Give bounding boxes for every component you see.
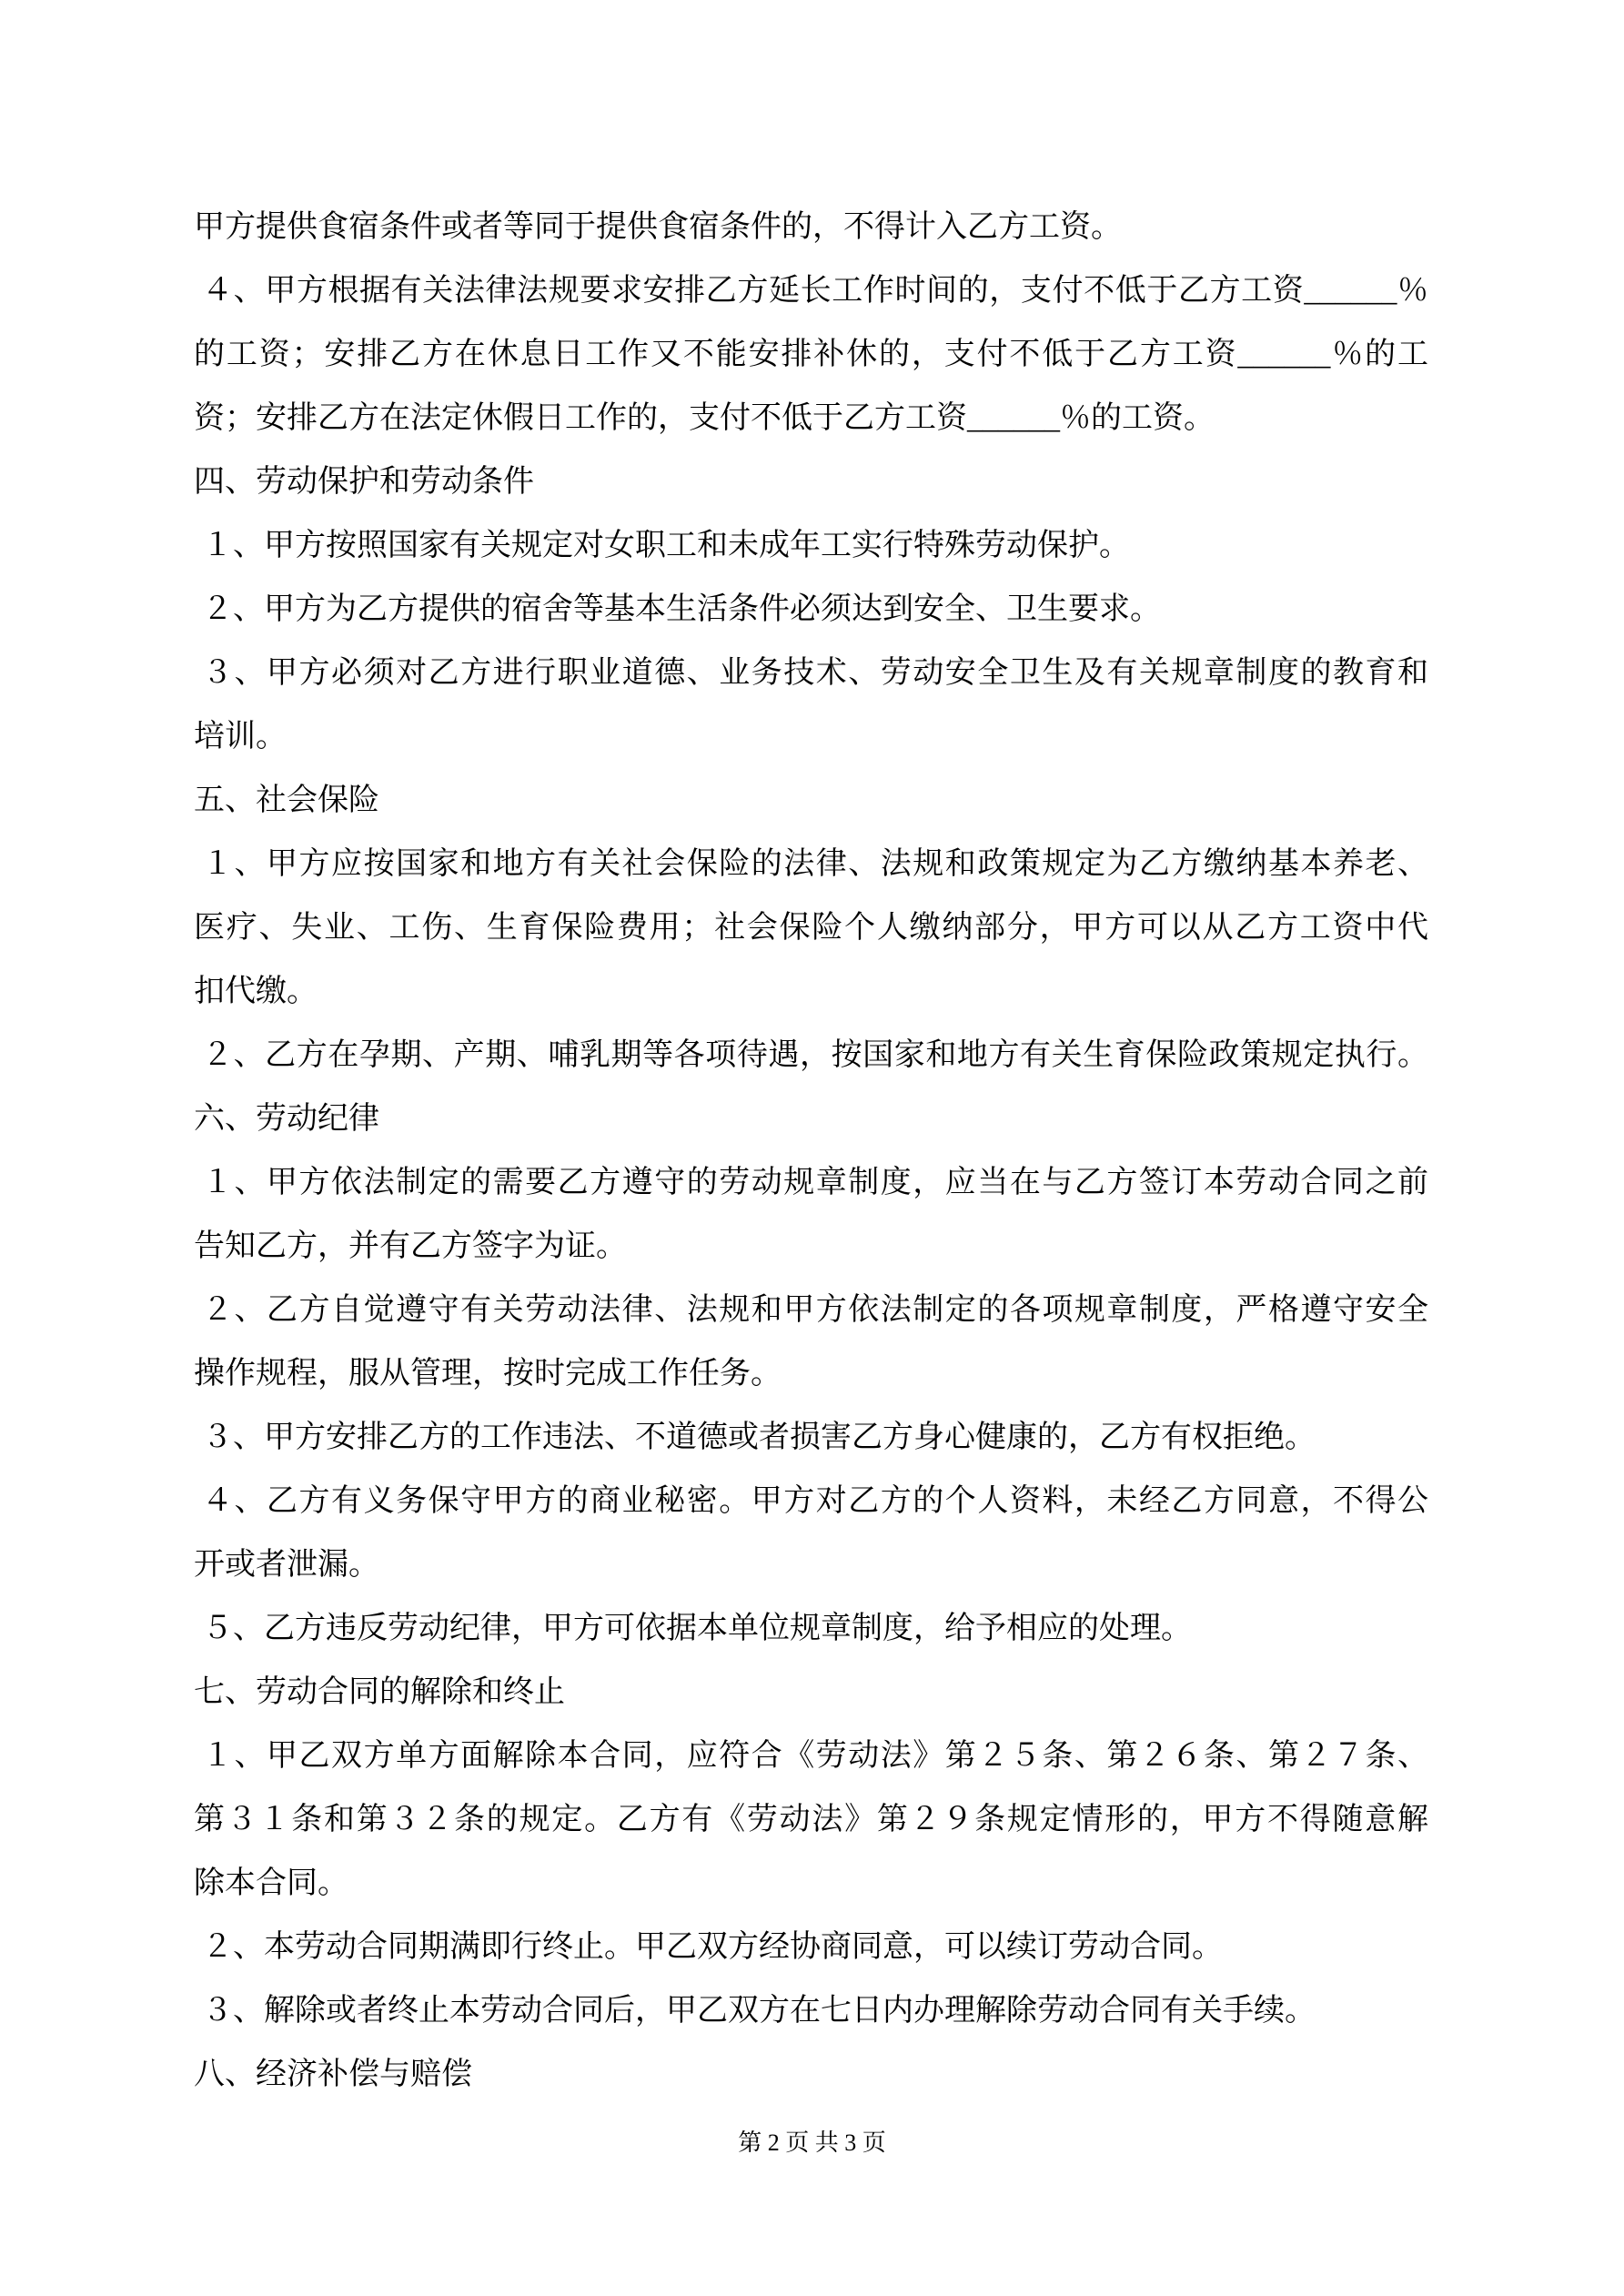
- text-line: 八、经济补偿与赔偿: [194, 2058, 472, 2091]
- paragraph: [194, 1661, 1428, 1725]
- paragraph: [194, 1725, 1428, 1916]
- paragraph: [194, 1406, 1428, 1470]
- text-line: １、甲方应按国家和地方有关社会保险的法律、法规和政策规定为乙方缴纳基本养老、: [202, 847, 1428, 881]
- text-line: ２、本劳动合同期满即行终止。甲乙双方经协商同意，可以续订劳动合同。: [202, 1930, 1223, 1964]
- paragraph: [194, 1470, 1428, 1597]
- paragraph: [194, 1597, 1428, 1661]
- text-line: ３、甲方安排乙方的工作违法、不道德或者损害乙方身心健康的，乙方有权拒绝。: [202, 1421, 1316, 1454]
- text-line: 五、社会保险: [194, 784, 379, 817]
- paragraph: [194, 196, 1428, 259]
- text-line: ２、乙方在孕期、产期、哺乳期等各项待遇，按国家和地方有关生育保险政策规定执行。: [202, 1038, 1428, 1072]
- paragraph: [194, 769, 1428, 833]
- paragraph: [194, 259, 1428, 450]
- text-line: 六、劳动纪律: [194, 1102, 379, 1136]
- paragraph: [194, 1916, 1428, 1979]
- page-number: 第 2 页 共 3 页: [738, 2129, 886, 2156]
- text-line: 的工资；安排乙方在休息日工作又不能安排补休的，支付不低于乙方工资______％的工: [194, 338, 1428, 371]
- document-body: [194, 196, 1428, 2107]
- text-line: １、甲方依法制定的需要乙方遵守的劳动规章制度，应当在与乙方签订本劳动合同之前: [202, 1166, 1428, 1199]
- paragraph: [194, 514, 1428, 578]
- paragraph: [194, 1087, 1428, 1151]
- text-line: 培训。: [194, 720, 287, 754]
- text-line: 四、劳动保护和劳动条件: [194, 465, 534, 499]
- paragraph: [194, 1024, 1428, 1087]
- text-line: 扣代缴。: [194, 975, 318, 1008]
- text-line: １、甲方按照国家有关规定对女职工和未成年工实行特殊劳动保护。: [202, 529, 1130, 562]
- text-line: 告知乙方，并有乙方签字为证。: [194, 1229, 627, 1263]
- paragraph: [194, 1979, 1428, 2043]
- text-line: 操作规程，服从管理，按时完成工作任务。: [194, 1357, 782, 1391]
- text-line: 开或者泄漏。: [194, 1548, 379, 1582]
- text-line: ３、解除或者终止本劳动合同后，甲乙双方在七日内办理解除劳动合同有关手续。: [202, 1994, 1316, 2028]
- paragraph: [194, 450, 1428, 514]
- text-line: 甲方提供食宿条件或者等同于提供食宿条件的，不得计入乙方工资。: [194, 210, 1122, 244]
- text-line: 医疗、失业、工伤、生育保险费用；社会保险个人缴纳部分，甲方可以从乙方工资中代: [194, 911, 1428, 945]
- paragraph: [194, 833, 1428, 1024]
- paragraph: [194, 1151, 1428, 1279]
- text-line: 除本合同。: [194, 1866, 348, 1900]
- text-line: 第３１条和第３２条的规定。乙方有《劳动法》第２９条规定情形的，甲方不得随意解: [194, 1803, 1428, 1836]
- paragraph: [194, 1279, 1428, 1406]
- paragraph: [194, 578, 1428, 642]
- text-line: １、甲乙双方单方面解除本合同，应符合《劳动法》第２５条、第２６条、第２７条、: [202, 1739, 1428, 1773]
- text-line: ４、乙方有义务保守甲方的商业秘密。甲方对乙方的个人资料，未经乙方同意，不得公: [202, 1484, 1428, 1518]
- text-line: 资；安排乙方在法定休假日工作的，支付不低于乙方工资______％的工资。: [194, 401, 1215, 435]
- page-footer: [0, 2121, 1624, 2165]
- paragraph: [194, 642, 1428, 769]
- text-line: ２、乙方自觉遵守有关劳动法律、法规和甲方依法制定的各项规章制度，严格遵守安全: [202, 1293, 1428, 1327]
- text-line: ５、乙方违反劳动纪律，甲方可依据本单位规章制度，给予相应的处理。: [202, 1612, 1192, 1645]
- text-line: ２、甲方为乙方提供的宿舍等基本生活条件必须达到安全、卫生要求。: [202, 592, 1161, 626]
- text-line: ３、甲方必须对乙方进行职业道德、业务技术、劳动安全卫生及有关规章制度的教育和: [202, 656, 1428, 690]
- text-line: ４、甲方根据有关法律法规要求安排乙方延长工作时间的，支付不低于乙方工资______％: [202, 274, 1428, 308]
- text-line: 七、劳动合同的解除和终止: [194, 1675, 565, 1709]
- paragraph: [194, 2043, 1428, 2107]
